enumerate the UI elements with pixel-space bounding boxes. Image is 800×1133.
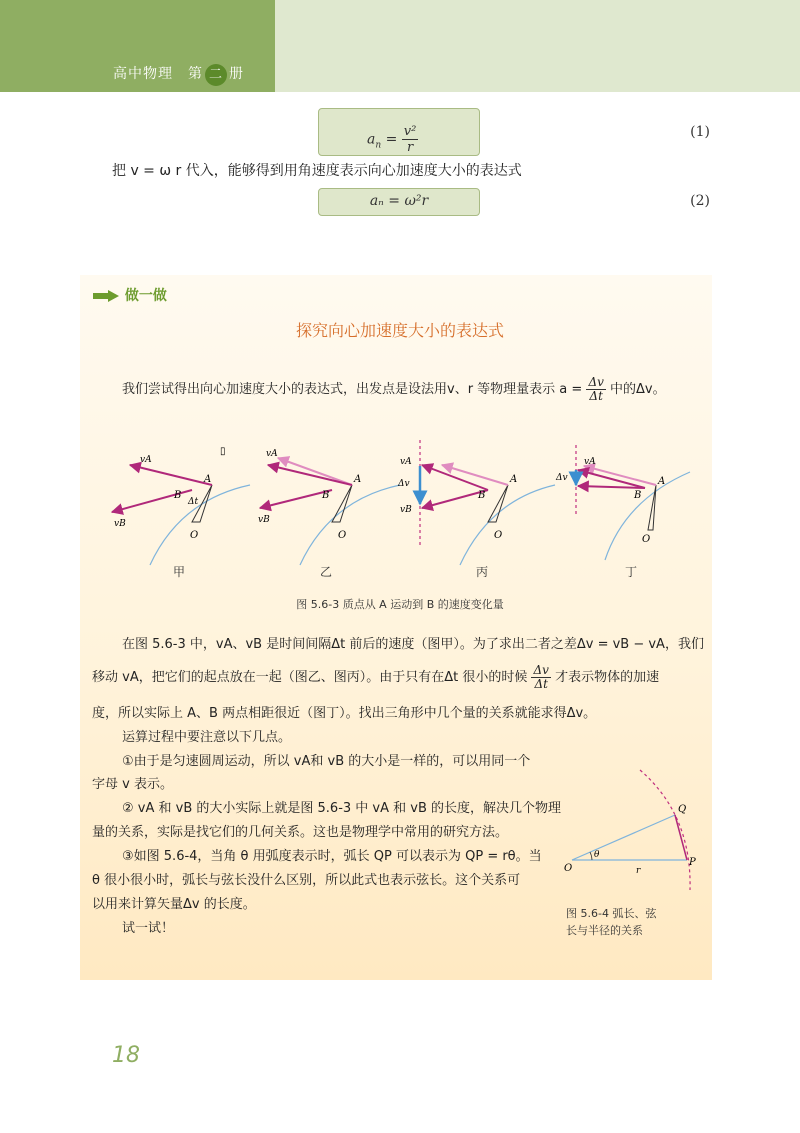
formula-box-1	[318, 108, 480, 156]
intro-sentence: 把 v = ω r 代入，能够得到用角速度表示向心加速度大小的表达式	[112, 163, 522, 179]
label-dv: Δv	[398, 479, 410, 489]
label-o: O	[338, 530, 347, 541]
intro-fraction-numerator: Δv	[588, 375, 604, 389]
book-title-prefix: 高中物理 第	[113, 66, 203, 82]
formula-2-content: aₙ = ω²r	[369, 193, 429, 209]
label-dv: Δv	[556, 473, 568, 483]
point-2-line-2: 量的关系，实际是找它们的几何关系。这也是物理学中常用的研究方法。	[92, 825, 509, 840]
triangle-oab	[648, 485, 656, 530]
formula-1-equals: =	[385, 131, 398, 148]
activity-label-text: 做一做	[124, 288, 167, 304]
intro-fraction-denominator: Δt	[589, 389, 603, 403]
arc-dashed	[640, 770, 690, 890]
figure-5-6-3-caption: 图 5.6-3 质点从 A 运动到 B 的速度变化量	[296, 598, 504, 611]
panel-ding	[555, 445, 690, 560]
label-b: B	[174, 490, 182, 501]
volume-badge: 二	[205, 64, 227, 86]
paragraph-2: 运算过程中要注意以下几点。	[122, 730, 292, 745]
page-number: 18	[112, 1043, 140, 1068]
label-theta: θ	[594, 850, 600, 860]
figure-5-6-4-caption-line-2: 长与半径的关系	[566, 924, 643, 937]
label-b: B	[478, 490, 486, 501]
chord-qp	[675, 815, 687, 860]
paragraph-1-line-3: 度，所以实际上 A、B 两点相距很近（图丁）。找出三角形中几个量的关系就能求得Δv。	[92, 706, 597, 721]
point-3-line-2: θ 很小很小时，弧长与弦长没什么区别，所以此式也表示弦长。这个关系可	[92, 873, 521, 888]
point-1-line-2: 字母 v 表示。	[92, 777, 173, 792]
point-1-line-1: ①由于是匀速圆周运动，所以 vA和 vB 的大小是一样的，可以用同一个	[122, 754, 531, 769]
label-va: vA	[140, 455, 152, 465]
equation-number-1: (1)	[690, 124, 710, 140]
label-delta-t: Δt	[188, 497, 199, 507]
paragraph-1-line-1: 在图 5.6-3 中，vA、vB 是时间间隔Δt 前后的速度（图甲）。为了求出二者之差Δv = vB − vA，我们	[122, 637, 704, 652]
label-a: A	[510, 474, 518, 485]
paragraph-1-line-2-before: 移动 vA，把它们的起点放在一起（图乙、图丙）。由于只有在Δt 很小的时候	[92, 670, 528, 685]
label-o: O	[190, 530, 199, 541]
figure-5-6-4	[562, 765, 712, 895]
para-fraction-numerator: Δv	[533, 663, 549, 677]
radius-oq	[572, 815, 675, 860]
vector-va	[268, 465, 352, 485]
vector-va-moved	[442, 465, 508, 485]
paragraph-1-line-2	[92, 664, 659, 691]
book-title-suffix: 册	[229, 66, 244, 82]
try-it: 试一试！	[122, 921, 175, 936]
placeholder-box: ▯	[220, 446, 226, 457]
panel-label-bing: 丙	[476, 565, 489, 579]
angle-arc	[590, 852, 592, 860]
vector-va-moved	[278, 458, 352, 485]
label-a: A	[354, 474, 362, 485]
label-b: B	[634, 490, 642, 501]
activity-label	[92, 285, 167, 305]
point-3-line-1: ③如图 5.6-4，当角 θ 用弧度表示时，弧长 QP 可以表示为 QP = rθ。当	[122, 849, 542, 864]
label-b: B	[322, 490, 330, 501]
para-fraction	[531, 664, 550, 691]
activity-intro-after: 中的Δv。	[610, 382, 666, 397]
triangle-oab	[332, 485, 352, 522]
paragraph-1-line-2-after: 才表示物体的加速	[555, 670, 660, 685]
formula-1-lhs: a	[367, 131, 376, 148]
label-vb: vB	[400, 505, 412, 515]
figure-5-6-4-caption-line-1: 图 5.6-4 弧长、弦	[566, 907, 657, 920]
label-r: r	[636, 866, 641, 876]
circle-arc	[605, 472, 690, 560]
panel-bing	[397, 440, 555, 565]
intro-fraction	[586, 376, 605, 403]
activity-intro-before: 我们尝试得出向心加速度大小的表达式，出发点是设法用v、r 等物理量表示 a =	[122, 382, 583, 397]
triangle-oab	[488, 485, 508, 522]
label-a: A	[204, 474, 212, 485]
panel-jia	[112, 446, 250, 565]
equation-number-2: (2)	[690, 193, 710, 209]
label-va: vA	[266, 449, 278, 459]
formula-1-content	[367, 124, 418, 155]
label-o: O	[564, 863, 573, 874]
panel-label-ding: 丁	[625, 565, 638, 579]
label-q: Q	[678, 804, 687, 815]
label-o: O	[642, 534, 651, 545]
label-vb: vB	[258, 515, 270, 525]
formula-1-denominator: r	[406, 140, 414, 155]
circle-arc	[460, 485, 555, 565]
panel-label-jia: 甲	[173, 565, 186, 579]
formula-box-2	[318, 188, 480, 216]
panel-label-yi: 乙	[320, 565, 333, 579]
activity-intro	[122, 376, 666, 403]
figure-5-6-3	[100, 440, 700, 580]
vector-va	[130, 465, 212, 485]
para-fraction-denominator: Δt	[534, 677, 548, 691]
label-vb: vB	[114, 519, 126, 529]
label-p: P	[689, 857, 696, 868]
formula-1-numerator: v²	[403, 124, 417, 139]
point-3-line-3: 以用来计算矢量Δv 的长度。	[92, 897, 256, 912]
label-a: A	[658, 476, 666, 487]
book-title	[113, 63, 244, 86]
point-2-line-1: ② vA 和 vB 的大小实际上就是图 5.6-3 中 vA 和 vB 的长度，解决几个物理	[122, 801, 562, 816]
formula-1-fraction	[402, 124, 419, 155]
circle-arc	[300, 485, 400, 565]
panel-yi	[258, 449, 400, 565]
label-va: vA	[400, 457, 412, 467]
formula-1-sub: n	[375, 140, 382, 151]
label-va: vA	[584, 457, 596, 467]
activity-title: 探究向心加速度大小的表达式	[295, 321, 504, 340]
label-o: O	[494, 530, 503, 541]
hand-arrow-icon	[92, 289, 120, 303]
